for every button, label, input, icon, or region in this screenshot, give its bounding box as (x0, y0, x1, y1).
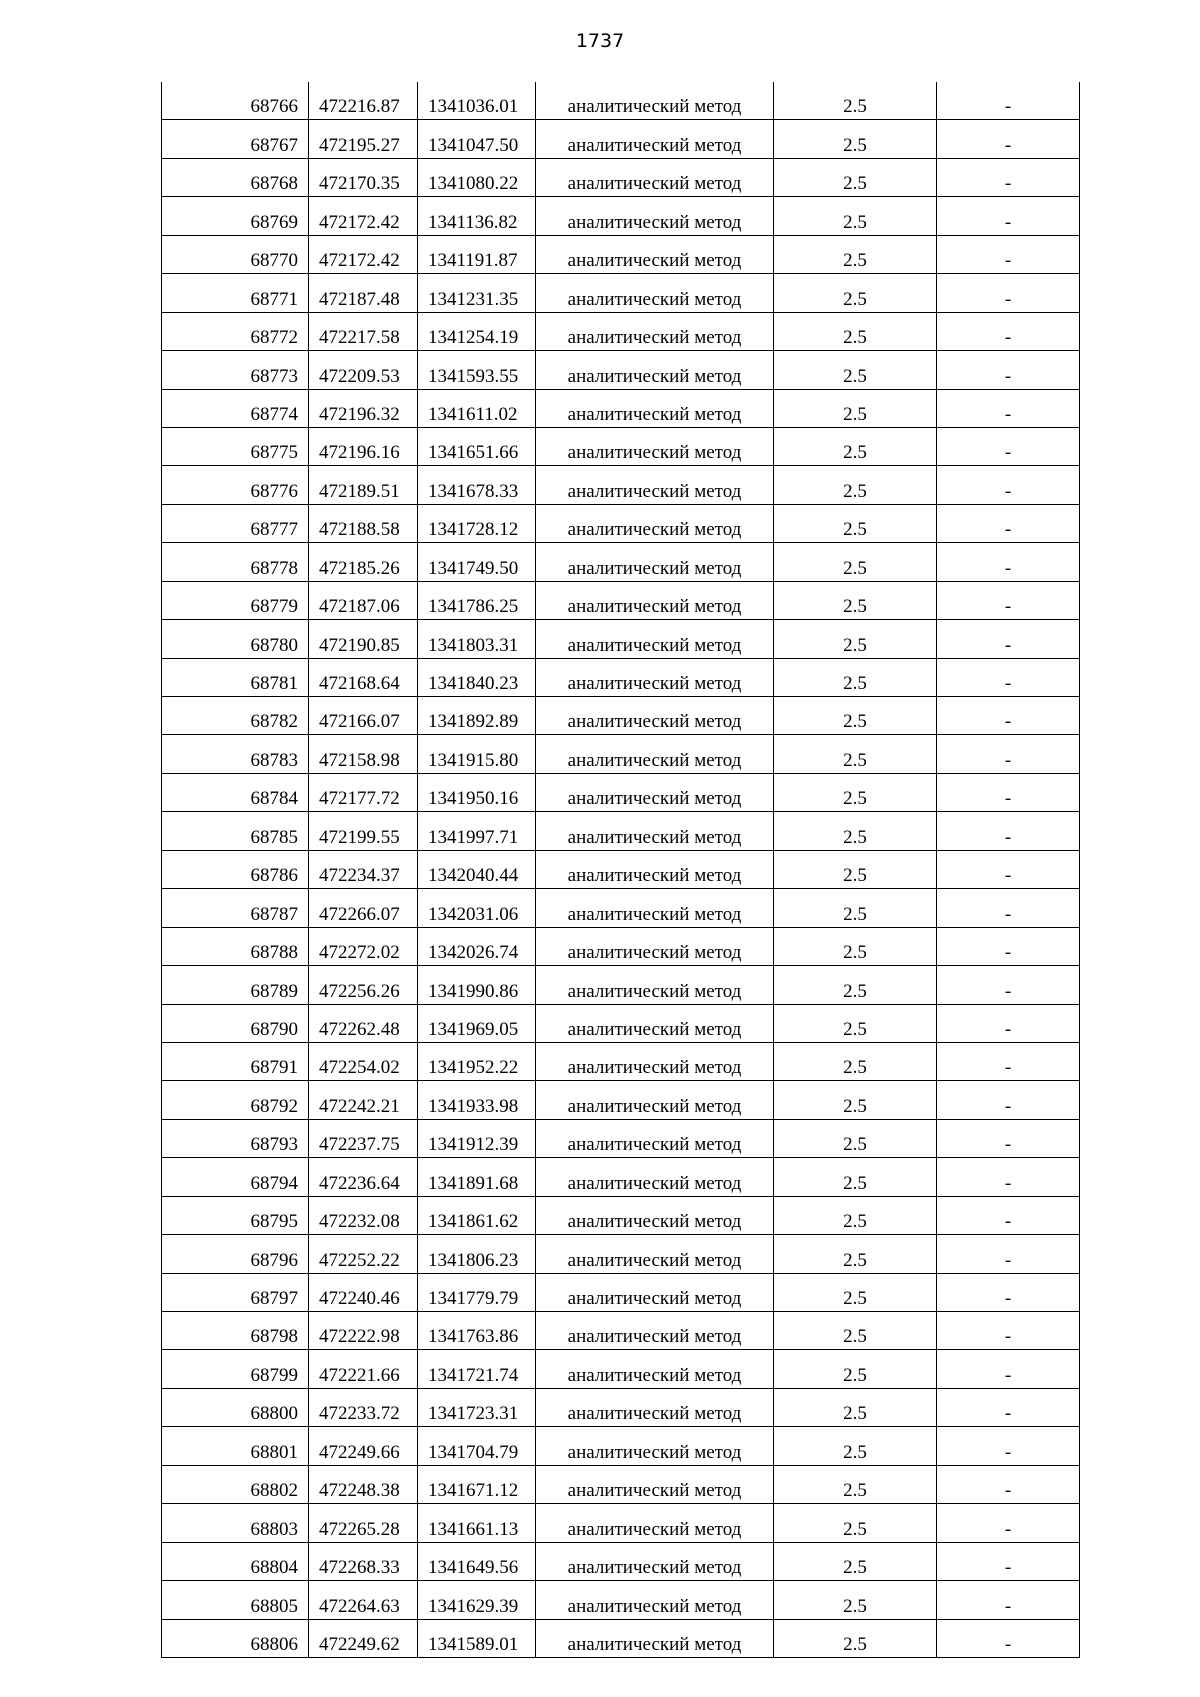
point-number-cell: 68780 (162, 620, 309, 658)
precision-cell: 2.5 (774, 927, 937, 965)
point-number-cell: 68769 (162, 197, 309, 235)
precision-cell: 2.5 (774, 466, 937, 504)
y-coordinate-cell: 1341779.79 (418, 1273, 536, 1311)
x-coordinate-cell: 472209.53 (309, 351, 418, 389)
method-cell: аналитический метод (536, 1158, 774, 1196)
point-number-cell: 68776 (162, 466, 309, 504)
table-row (162, 581, 1080, 619)
y-coordinate-cell: 1341254.19 (418, 312, 536, 350)
precision-cell: 2.5 (774, 543, 937, 581)
page-number: 1737 (575, 30, 625, 52)
x-coordinate-cell: 472216.87 (309, 82, 418, 120)
point-number-cell: 68786 (162, 850, 309, 888)
x-coordinate-cell: 472240.46 (309, 1273, 418, 1311)
note-cell: - (937, 466, 1080, 504)
precision-cell: 2.5 (774, 812, 937, 850)
table-row (162, 120, 1080, 158)
point-number-cell: 68795 (162, 1196, 309, 1234)
method-cell: аналитический метод (536, 1465, 774, 1503)
method-cell: аналитический метод (536, 1388, 774, 1426)
note-cell: - (937, 427, 1080, 465)
note-cell: - (937, 735, 1080, 773)
table-row (162, 158, 1080, 196)
table-row (162, 466, 1080, 504)
table-row (162, 966, 1080, 1004)
point-number-cell: 68789 (162, 966, 309, 1004)
method-cell: аналитический метод (536, 735, 774, 773)
precision-cell: 2.5 (774, 966, 937, 1004)
point-number-cell: 68785 (162, 812, 309, 850)
note-cell: - (937, 1312, 1080, 1350)
note-cell: - (937, 1004, 1080, 1042)
method-cell: аналитический метод (536, 581, 774, 619)
method-cell: аналитический метод (536, 1119, 774, 1157)
note-cell: - (937, 1504, 1080, 1542)
method-cell: аналитический метод (536, 197, 774, 235)
precision-cell: 2.5 (774, 1004, 937, 1042)
table-row (162, 1350, 1080, 1388)
x-coordinate-cell: 472185.26 (309, 543, 418, 581)
method-cell: аналитический метод (536, 543, 774, 581)
precision-cell: 2.5 (774, 1619, 937, 1657)
note-cell: - (937, 1081, 1080, 1119)
y-coordinate-cell: 1341950.16 (418, 773, 536, 811)
x-coordinate-cell: 472217.58 (309, 312, 418, 350)
precision-cell: 2.5 (774, 1350, 937, 1388)
y-coordinate-cell: 1341749.50 (418, 543, 536, 581)
x-coordinate-cell: 472221.66 (309, 1350, 418, 1388)
table-row (162, 812, 1080, 850)
point-number-cell: 68788 (162, 927, 309, 965)
precision-cell: 2.5 (774, 1196, 937, 1234)
table-row (162, 1004, 1080, 1042)
precision-cell: 2.5 (774, 1273, 937, 1311)
precision-cell: 2.5 (774, 889, 937, 927)
x-coordinate-cell: 472242.21 (309, 1081, 418, 1119)
y-coordinate-cell: 1341840.23 (418, 658, 536, 696)
table-row (162, 927, 1080, 965)
point-number-cell: 68797 (162, 1273, 309, 1311)
y-coordinate-cell: 1341651.66 (418, 427, 536, 465)
note-cell: - (937, 1158, 1080, 1196)
y-coordinate-cell: 1341704.79 (418, 1427, 536, 1465)
precision-cell: 2.5 (774, 1081, 937, 1119)
point-number-cell: 68770 (162, 235, 309, 273)
note-cell: - (937, 1542, 1080, 1580)
method-cell: аналитический метод (536, 889, 774, 927)
method-cell: аналитический метод (536, 927, 774, 965)
method-cell: аналитический метод (536, 1042, 774, 1080)
table-row (162, 1273, 1080, 1311)
precision-cell: 2.5 (774, 850, 937, 888)
y-coordinate-cell: 1341861.62 (418, 1196, 536, 1234)
table-row (162, 889, 1080, 927)
method-cell: аналитический метод (536, 158, 774, 196)
x-coordinate-cell: 472252.22 (309, 1235, 418, 1273)
table-row (162, 351, 1080, 389)
point-number-cell: 68793 (162, 1119, 309, 1157)
table-row (162, 1119, 1080, 1157)
point-number-cell: 68796 (162, 1235, 309, 1273)
y-coordinate-cell: 1341231.35 (418, 274, 536, 312)
point-number-cell: 68802 (162, 1465, 309, 1503)
y-coordinate-cell: 1341593.55 (418, 351, 536, 389)
precision-cell: 2.5 (774, 274, 937, 312)
precision-cell: 2.5 (774, 1235, 937, 1273)
x-coordinate-cell: 472199.55 (309, 812, 418, 850)
precision-cell: 2.5 (774, 197, 937, 235)
note-cell: - (937, 82, 1080, 120)
x-coordinate-cell: 472195.27 (309, 120, 418, 158)
y-coordinate-cell: 1341997.71 (418, 812, 536, 850)
precision-cell: 2.5 (774, 697, 937, 735)
table-row (162, 1581, 1080, 1619)
point-number-cell: 68792 (162, 1081, 309, 1119)
precision-cell: 2.5 (774, 235, 937, 273)
precision-cell: 2.5 (774, 1042, 937, 1080)
point-number-cell: 68805 (162, 1581, 309, 1619)
y-coordinate-cell: 1341806.23 (418, 1235, 536, 1273)
point-number-cell: 68794 (162, 1158, 309, 1196)
note-cell: - (937, 1350, 1080, 1388)
method-cell: аналитический метод (536, 235, 774, 273)
y-coordinate-cell: 1341080.22 (418, 158, 536, 196)
point-number-cell: 68768 (162, 158, 309, 196)
precision-cell: 2.5 (774, 620, 937, 658)
note-cell: - (937, 697, 1080, 735)
x-coordinate-cell: 472254.02 (309, 1042, 418, 1080)
precision-cell: 2.5 (774, 120, 937, 158)
method-cell: аналитический метод (536, 620, 774, 658)
table-row (162, 658, 1080, 696)
point-number-cell: 68801 (162, 1427, 309, 1465)
table-row (162, 312, 1080, 350)
method-cell: аналитический метод (536, 1196, 774, 1234)
point-number-cell: 68781 (162, 658, 309, 696)
table-row (162, 1427, 1080, 1465)
note-cell: - (937, 620, 1080, 658)
method-cell: аналитический метод (536, 1004, 774, 1042)
x-coordinate-cell: 472188.58 (309, 504, 418, 542)
precision-cell: 2.5 (774, 427, 937, 465)
coordinates-table-body (162, 82, 1080, 1657)
x-coordinate-cell: 472268.33 (309, 1542, 418, 1580)
x-coordinate-cell: 472190.85 (309, 620, 418, 658)
table-row (162, 1158, 1080, 1196)
table-row (162, 82, 1080, 120)
note-cell: - (937, 966, 1080, 1004)
x-coordinate-cell: 472237.75 (309, 1119, 418, 1157)
table-row (162, 543, 1080, 581)
method-cell: аналитический метод (536, 312, 774, 350)
x-coordinate-cell: 472177.72 (309, 773, 418, 811)
y-coordinate-cell: 1341803.31 (418, 620, 536, 658)
precision-cell: 2.5 (774, 158, 937, 196)
x-coordinate-cell: 472256.26 (309, 966, 418, 1004)
method-cell: аналитический метод (536, 389, 774, 427)
x-coordinate-cell: 472187.48 (309, 274, 418, 312)
y-coordinate-cell: 1341915.80 (418, 735, 536, 773)
precision-cell: 2.5 (774, 82, 937, 120)
precision-cell: 2.5 (774, 389, 937, 427)
y-coordinate-cell: 1341912.39 (418, 1119, 536, 1157)
y-coordinate-cell: 1341589.01 (418, 1619, 536, 1657)
x-coordinate-cell: 472265.28 (309, 1504, 418, 1542)
table-row (162, 427, 1080, 465)
point-number-cell: 68804 (162, 1542, 309, 1580)
method-cell: аналитический метод (536, 966, 774, 1004)
method-cell: аналитический метод (536, 120, 774, 158)
table-row (162, 504, 1080, 542)
point-number-cell: 68784 (162, 773, 309, 811)
table-row (162, 1619, 1080, 1657)
precision-cell: 2.5 (774, 581, 937, 619)
y-coordinate-cell: 1341629.39 (418, 1581, 536, 1619)
precision-cell: 2.5 (774, 1312, 937, 1350)
table-row (162, 1235, 1080, 1273)
x-coordinate-cell: 472266.07 (309, 889, 418, 927)
y-coordinate-cell: 1341649.56 (418, 1542, 536, 1580)
x-coordinate-cell: 472172.42 (309, 197, 418, 235)
method-cell: аналитический метод (536, 1427, 774, 1465)
note-cell: - (937, 1619, 1080, 1657)
x-coordinate-cell: 472222.98 (309, 1312, 418, 1350)
y-coordinate-cell: 1341891.68 (418, 1158, 536, 1196)
table-row (162, 235, 1080, 273)
precision-cell: 2.5 (774, 1465, 937, 1503)
method-cell: аналитический метод (536, 812, 774, 850)
point-number-cell: 68782 (162, 697, 309, 735)
x-coordinate-cell: 472264.63 (309, 1581, 418, 1619)
precision-cell: 2.5 (774, 1427, 937, 1465)
y-coordinate-cell: 1341723.31 (418, 1388, 536, 1426)
y-coordinate-cell: 1342040.44 (418, 850, 536, 888)
coordinates-table (161, 82, 1080, 1658)
table-row (162, 1504, 1080, 1542)
note-cell: - (937, 504, 1080, 542)
y-coordinate-cell: 1341763.86 (418, 1312, 536, 1350)
note-cell: - (937, 1042, 1080, 1080)
x-coordinate-cell: 472232.08 (309, 1196, 418, 1234)
y-coordinate-cell: 1341036.01 (418, 82, 536, 120)
note-cell: - (937, 197, 1080, 235)
method-cell: аналитический метод (536, 82, 774, 120)
note-cell: - (937, 1581, 1080, 1619)
x-coordinate-cell: 472248.38 (309, 1465, 418, 1503)
method-cell: аналитический метод (536, 1542, 774, 1580)
x-coordinate-cell: 472196.32 (309, 389, 418, 427)
y-coordinate-cell: 1341969.05 (418, 1004, 536, 1042)
y-coordinate-cell: 1341990.86 (418, 966, 536, 1004)
note-cell: - (937, 120, 1080, 158)
x-coordinate-cell: 472168.64 (309, 658, 418, 696)
note-cell: - (937, 1388, 1080, 1426)
y-coordinate-cell: 1341892.89 (418, 697, 536, 735)
x-coordinate-cell: 472172.42 (309, 235, 418, 273)
point-number-cell: 68767 (162, 120, 309, 158)
table-row (162, 1081, 1080, 1119)
x-coordinate-cell: 472187.06 (309, 581, 418, 619)
precision-cell: 2.5 (774, 1119, 937, 1157)
x-coordinate-cell: 472196.16 (309, 427, 418, 465)
note-cell: - (937, 581, 1080, 619)
precision-cell: 2.5 (774, 351, 937, 389)
table-row (162, 697, 1080, 735)
precision-cell: 2.5 (774, 1388, 937, 1426)
note-cell: - (937, 389, 1080, 427)
precision-cell: 2.5 (774, 504, 937, 542)
table-row (162, 1042, 1080, 1080)
method-cell: аналитический метод (536, 1312, 774, 1350)
point-number-cell: 68783 (162, 735, 309, 773)
point-number-cell: 68777 (162, 504, 309, 542)
note-cell: - (937, 1235, 1080, 1273)
y-coordinate-cell: 1341952.22 (418, 1042, 536, 1080)
point-number-cell: 68766 (162, 82, 309, 120)
table-row (162, 850, 1080, 888)
table-row (162, 1388, 1080, 1426)
point-number-cell: 68803 (162, 1504, 309, 1542)
precision-cell: 2.5 (774, 1542, 937, 1580)
x-coordinate-cell: 472189.51 (309, 466, 418, 504)
note-cell: - (937, 889, 1080, 927)
point-number-cell: 68771 (162, 274, 309, 312)
point-number-cell: 68791 (162, 1042, 309, 1080)
note-cell: - (937, 235, 1080, 273)
point-number-cell: 68773 (162, 351, 309, 389)
y-coordinate-cell: 1341728.12 (418, 504, 536, 542)
note-cell: - (937, 850, 1080, 888)
method-cell: аналитический метод (536, 1581, 774, 1619)
x-coordinate-cell: 472234.37 (309, 850, 418, 888)
point-number-cell: 68778 (162, 543, 309, 581)
table-row (162, 274, 1080, 312)
method-cell: аналитический метод (536, 1235, 774, 1273)
method-cell: аналитический метод (536, 466, 774, 504)
method-cell: аналитический метод (536, 1619, 774, 1657)
table-row (162, 197, 1080, 235)
point-number-cell: 68806 (162, 1619, 309, 1657)
precision-cell: 2.5 (774, 735, 937, 773)
precision-cell: 2.5 (774, 312, 937, 350)
x-coordinate-cell: 472170.35 (309, 158, 418, 196)
method-cell: аналитический метод (536, 1350, 774, 1388)
note-cell: - (937, 927, 1080, 965)
x-coordinate-cell: 472236.64 (309, 1158, 418, 1196)
method-cell: аналитический метод (536, 427, 774, 465)
note-cell: - (937, 812, 1080, 850)
table-row (162, 1542, 1080, 1580)
y-coordinate-cell: 1341678.33 (418, 466, 536, 504)
note-cell: - (937, 773, 1080, 811)
x-coordinate-cell: 472249.66 (309, 1427, 418, 1465)
y-coordinate-cell: 1342026.74 (418, 927, 536, 965)
table-row (162, 1312, 1080, 1350)
x-coordinate-cell: 472158.98 (309, 735, 418, 773)
y-coordinate-cell: 1341671.12 (418, 1465, 536, 1503)
precision-cell: 2.5 (774, 773, 937, 811)
note-cell: - (937, 351, 1080, 389)
point-number-cell: 68779 (162, 581, 309, 619)
method-cell: аналитический метод (536, 274, 774, 312)
y-coordinate-cell: 1341786.25 (418, 581, 536, 619)
precision-cell: 2.5 (774, 1158, 937, 1196)
y-coordinate-cell: 1341611.02 (418, 389, 536, 427)
note-cell: - (937, 543, 1080, 581)
method-cell: аналитический метод (536, 1081, 774, 1119)
note-cell: - (937, 1427, 1080, 1465)
y-coordinate-cell: 1341661.13 (418, 1504, 536, 1542)
table-row (162, 735, 1080, 773)
note-cell: - (937, 1119, 1080, 1157)
table-row (162, 1465, 1080, 1503)
method-cell: аналитический метод (536, 697, 774, 735)
point-number-cell: 68774 (162, 389, 309, 427)
table-row (162, 773, 1080, 811)
point-number-cell: 68798 (162, 1312, 309, 1350)
point-number-cell: 68800 (162, 1388, 309, 1426)
y-coordinate-cell: 1341721.74 (418, 1350, 536, 1388)
method-cell: аналитический метод (536, 351, 774, 389)
precision-cell: 2.5 (774, 1581, 937, 1619)
point-number-cell: 68790 (162, 1004, 309, 1042)
x-coordinate-cell: 472249.62 (309, 1619, 418, 1657)
precision-cell: 2.5 (774, 1504, 937, 1542)
x-coordinate-cell: 472166.07 (309, 697, 418, 735)
table-row (162, 1196, 1080, 1234)
point-number-cell: 68799 (162, 1350, 309, 1388)
y-coordinate-cell: 1341933.98 (418, 1081, 536, 1119)
table-row (162, 620, 1080, 658)
precision-cell: 2.5 (774, 658, 937, 696)
note-cell: - (937, 1196, 1080, 1234)
method-cell: аналитический метод (536, 773, 774, 811)
method-cell: аналитический метод (536, 850, 774, 888)
y-coordinate-cell: 1341136.82 (418, 197, 536, 235)
note-cell: - (937, 1465, 1080, 1503)
method-cell: аналитический метод (536, 658, 774, 696)
table-row (162, 389, 1080, 427)
note-cell: - (937, 312, 1080, 350)
note-cell: - (937, 274, 1080, 312)
method-cell: аналитический метод (536, 1273, 774, 1311)
y-coordinate-cell: 1342031.06 (418, 889, 536, 927)
point-number-cell: 68775 (162, 427, 309, 465)
note-cell: - (937, 1273, 1080, 1311)
method-cell: аналитический метод (536, 504, 774, 542)
x-coordinate-cell: 472262.48 (309, 1004, 418, 1042)
note-cell: - (937, 658, 1080, 696)
method-cell: аналитический метод (536, 1504, 774, 1542)
point-number-cell: 68772 (162, 312, 309, 350)
x-coordinate-cell: 472233.72 (309, 1388, 418, 1426)
point-number-cell: 68787 (162, 889, 309, 927)
y-coordinate-cell: 1341191.87 (418, 235, 536, 273)
y-coordinate-cell: 1341047.50 (418, 120, 536, 158)
x-coordinate-cell: 472272.02 (309, 927, 418, 965)
note-cell: - (937, 158, 1080, 196)
